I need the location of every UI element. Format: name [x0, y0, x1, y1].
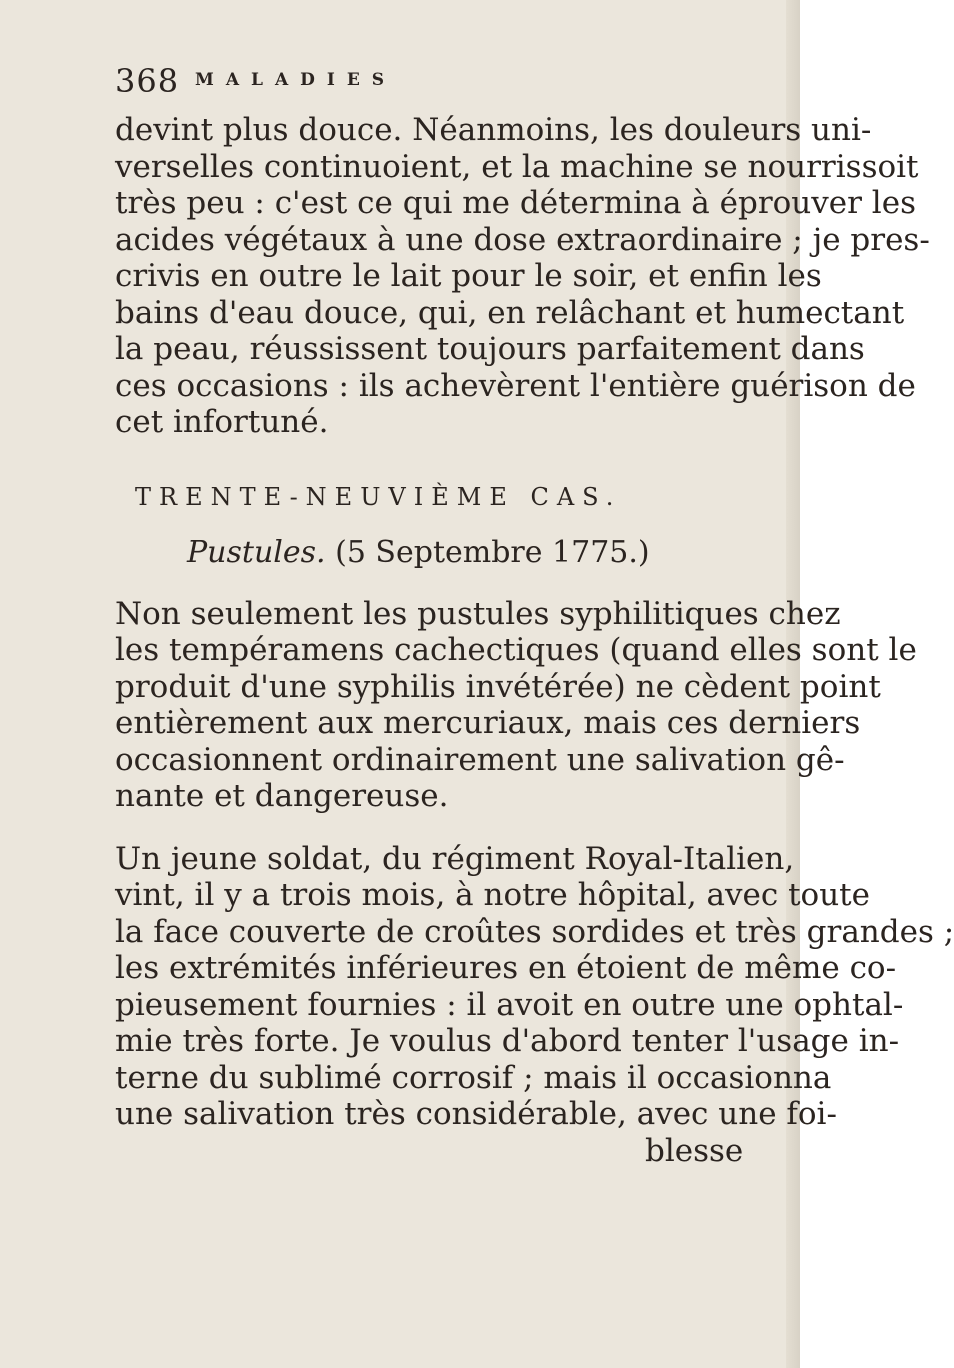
section-title: TRENTE-NEUVIÈME CAS. [135, 482, 622, 511]
page-header [115, 62, 795, 112]
text-line: la peau, réussissent toujours parfaitement dans [115, 331, 865, 367]
text-line: terne du sublimé corrosif ; mais il occasionna [115, 1059, 832, 1096]
text-line: les extrémités inférieures en étoient de même co- [115, 950, 897, 986]
case-date: (5 Septembre 1775.) [335, 534, 650, 570]
paragraph-3 [115, 840, 954, 1133]
text-line: entièrement aux mercuriaux, mais ces derniers [115, 705, 861, 741]
text-line: vint, il y a trois mois, à notre hôpital, avec toute [115, 877, 870, 913]
text-line: devint plus douce. Néanmoins, les douleurs uni- [115, 112, 872, 148]
case-subheading [187, 535, 795, 570]
case-subject: Pustules. [187, 534, 326, 570]
text-line: la face couverte de croûtes sordides et très grandes ; [115, 913, 954, 950]
running-head: MALADIES [195, 70, 397, 90]
text-line: crivis en outre le lait pour le soir, et enfin les [115, 258, 822, 294]
text-line: produit d'une syphilis invétérée) ne cèdent point [115, 668, 881, 705]
text-line: acides végétaux à une dose extraordinaire ; je pres- [115, 221, 930, 258]
text-line: mie très forte. Je voulus d'abord tenter l'usage in- [115, 1023, 900, 1059]
page-number: 368 [115, 62, 180, 100]
text-line: les tempéramens cachectiques (quand elles sont le [115, 632, 917, 668]
text-line: occasionnent ordinairement une salivation gê- [115, 741, 845, 778]
paragraph-2 [115, 595, 917, 815]
text-line: Non seulement les pustules syphilitiques chez [115, 595, 841, 632]
text-line: bains d'eau douce, qui, en relâchant et humectant [115, 294, 905, 331]
text-line: une salivation très considérable, avec une foi- [115, 1096, 837, 1132]
text-line: verselles continuoient, et la machine se nourrissoit [115, 148, 919, 185]
text-line: pieusement fournies : il avoit en outre une ophtal- [115, 986, 904, 1023]
paragraph-1 [115, 112, 930, 441]
text-line: ces occasions : ils achevèrent l'entière guérison de [115, 367, 916, 404]
text-line: Un jeune soldat, du régiment Royal-Italien, [115, 840, 795, 877]
text-block [115, 62, 954, 1169]
catchword: blesse [645, 1132, 744, 1169]
text-line: cet infortuné. [115, 404, 329, 440]
text-line: nante et dangereuse. [115, 778, 449, 814]
text-line: très peu : c'est ce qui me détermina à éprouver les [115, 185, 916, 221]
